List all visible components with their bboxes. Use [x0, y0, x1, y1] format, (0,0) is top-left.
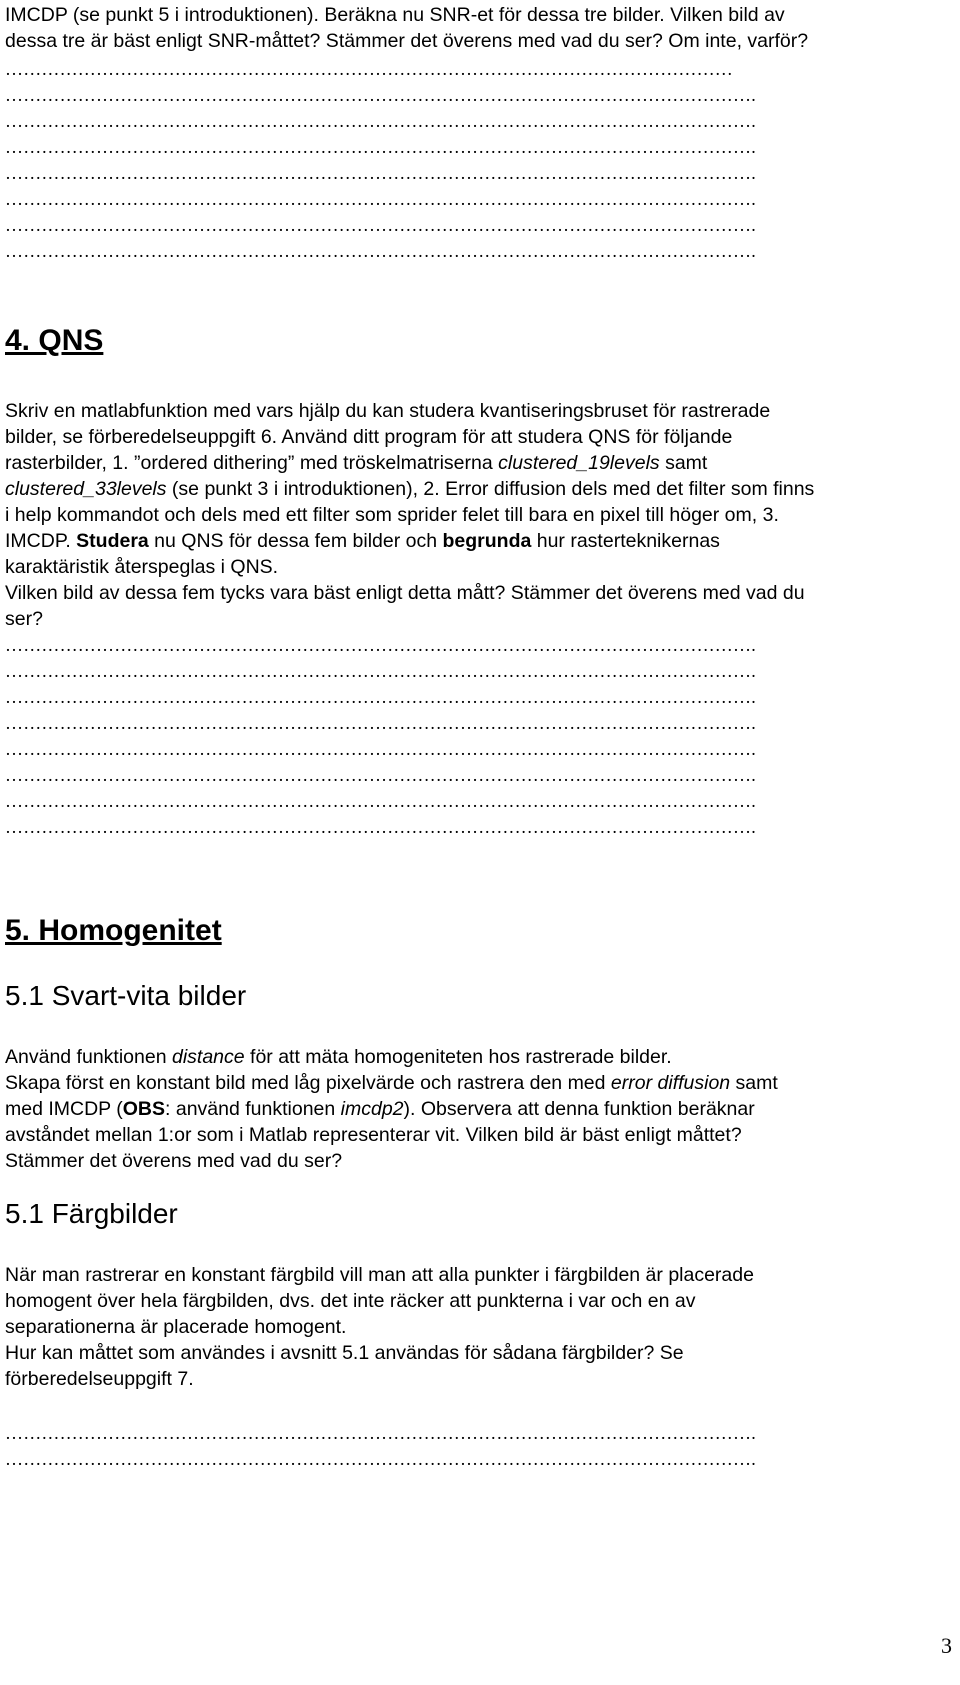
- section-5-line: homogent över hela färgbilden, dvs. det inte räcker att punkterna i var och en av: [5, 1290, 696, 1312]
- text-run: Använd funktionen: [5, 1046, 172, 1068]
- intro-line-2: dessa tre är bäst enligt SNR-måttet? Stämmer det överens med vad du ser? Om inte, varför?: [5, 30, 809, 52]
- section-5-line: Stämmer det överens med vad du ser?: [5, 1150, 343, 1172]
- answer-line: …………………………………………………………………………………………………………….: [5, 635, 756, 655]
- section-5-line: När man rastrerar en konstant färgbild vill man att alla punkter i färgbilden är placerade: [5, 1264, 754, 1286]
- text-run: nu QNS för dessa fem bilder och: [148, 530, 443, 552]
- function-name: distance: [171, 1046, 245, 1068]
- text-run: ). Observera att denna funktion beräknar: [403, 1098, 755, 1120]
- text-run: rasterbilder, 1. ”ordered dithering” med tröskelmatriserna: [5, 452, 499, 474]
- section-4-line: i help kommandot och dels med ett filter som sprider felet till bara en pixel till höger om, 3.: [5, 504, 779, 526]
- page-number: 3: [941, 1633, 952, 1658]
- text-run: (se punkt 3 i introduktionen), 2. Error diffusion dels med det filter som finns: [166, 478, 815, 500]
- emphasis: begrunda: [442, 530, 532, 552]
- emphasis: Studera: [76, 530, 149, 552]
- emphasis: OBS: [122, 1098, 166, 1120]
- matrix-name: clustered_19levels: [498, 452, 660, 474]
- method-name: error diffusion: [610, 1072, 731, 1094]
- answer-line: …………………………………………………………………………………………………………….: [5, 687, 756, 707]
- section-4-line: karaktäristik återspeglas i QNS.: [5, 556, 279, 578]
- matrix-name: clustered_33levels: [5, 478, 167, 500]
- text-run: samt: [659, 452, 708, 474]
- answer-line: …………………………………………………………………………………………………………….: [5, 241, 756, 261]
- answer-lines-3: [5, 1420, 905, 1472]
- answer-line: …………………………………………………………………………………………………………….: [5, 1449, 756, 1469]
- section-4-line: bilder, se förberedelseuppgift 6. Använd ditt program för att studera QNS för följande: [5, 426, 733, 448]
- answer-line: …………………………………………………………………………………………………………….: [5, 739, 756, 759]
- text-run: hur rasterteknikernas: [531, 530, 720, 552]
- intro-line-1: IMCDP (se punkt 5 i introduktionen). Beräkna nu SNR-et för dessa tre bilder. Vilken bild av: [5, 4, 785, 26]
- section-4-line: [5, 476, 885, 502]
- section-4-heading: 4. QNS: [5, 324, 104, 357]
- section-4-line: Vilken bild av dessa fem tycks vara bäst enligt detta mått? Stämmer det överens med vad du: [5, 582, 805, 604]
- answer-lines-1: [5, 56, 905, 264]
- answer-line: …………………………………………………………………………………………………………….: [5, 765, 756, 785]
- section-5-line: [5, 1070, 885, 1096]
- text-run: samt: [730, 1072, 778, 1094]
- section-5-heading: 5. Homogenitet: [5, 914, 222, 947]
- section-5-line: separationerna är placerade homogent.: [5, 1316, 347, 1338]
- text-run: med IMCDP (: [5, 1098, 123, 1120]
- answer-line: …………………………………………………………………………………………………………….: [5, 713, 756, 733]
- section-5-line: [5, 1044, 885, 1070]
- answer-line: …………………………………………………………………………………………………………….: [5, 791, 756, 811]
- section-5-line: avståndet mellan 1:or som i Matlab representerar vit. Vilken bild är bäst enligt måttet?: [5, 1124, 742, 1146]
- subsection-heading-bw: 5.1 Svart-vita bilder: [5, 980, 247, 1011]
- answer-line: …………………………………………………………………………………………………………….: [5, 661, 756, 681]
- answer-line: …………………………………………………………………………………………………………….: [5, 1423, 756, 1443]
- section-4-line: [5, 450, 885, 476]
- text-run: för att mäta homogeniteten hos rastrerade bilder.: [244, 1046, 672, 1068]
- text-run: : använd funktionen: [165, 1098, 341, 1120]
- answer-line: …………………………………………………………………………………………………………….: [5, 163, 756, 183]
- section-5-line: [5, 1096, 885, 1122]
- text-run: IMCDP.: [5, 530, 77, 552]
- text-run: Skapa först en konstant bild med låg pixelvärde och rastrera den med: [5, 1072, 611, 1094]
- answer-lines-2: [5, 632, 905, 840]
- answer-line: …………………………………………………………………………………………………………….: [5, 85, 756, 105]
- section-4-line: Skriv en matlabfunktion med vars hjälp du kan studera kvantiseringsbruset för rastrerade: [5, 400, 771, 422]
- section-5-line: Hur kan måttet som användes i avsnitt 5.1 användas för sådana färgbilder? Se: [5, 1342, 684, 1364]
- section-4-line: ser?: [5, 608, 43, 630]
- section-4-line: [5, 528, 885, 554]
- answer-line: …………………………………………………………………………………………………………….: [5, 215, 756, 235]
- answer-line: …………………………………………………………………………………………………………….: [5, 137, 756, 157]
- answer-line: …………………………………………………………………………………………………………….: [5, 189, 756, 209]
- function-name: imcdp2: [340, 1098, 404, 1120]
- section-5-line: förberedelseuppgift 7.: [5, 1368, 194, 1390]
- answer-line: …………………………………………………………………………………………………………….: [5, 817, 756, 837]
- subsection-heading-color: 5.1 Färgbilder: [5, 1198, 178, 1229]
- answer-line: …………………………………………………………………………………………………………: [5, 59, 733, 79]
- answer-line: …………………………………………………………………………………………………………….: [5, 111, 756, 131]
